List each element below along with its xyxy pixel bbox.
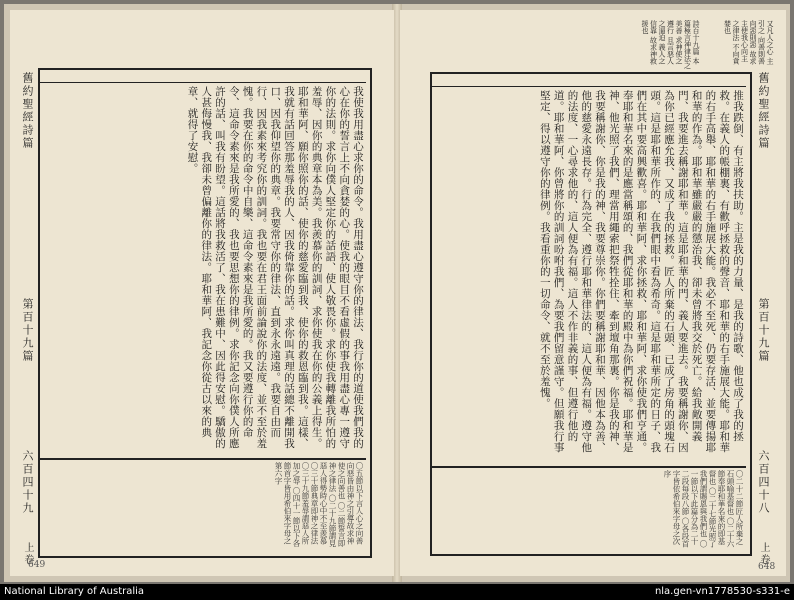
right-corner-page-number: 648 <box>758 562 776 572</box>
right-volume-mark: 上卷 <box>758 542 769 566</box>
left-chapter-number: 第百十九篇 <box>21 298 34 363</box>
left-folio: 六百四十九 <box>21 450 34 515</box>
left-page <box>10 10 394 576</box>
left-body-text: 我使我用盡心求你的命令。我用盡心遵守你的律法、我行你的道使我們我的心在你的誓言上不向貪婪的心。使我的眼目不看虛假的事我用盡心專一遵守你的法則。求你向僕人堅定你的話語、使人敬畏你。求你使我轉離我所怕的羞辱、因你的典章本為美。我羨慕你的訓詞、求你使我在你的公義上得生。耶和華阿、願你照你的話、使你的慈愛臨到我、使你的救恩臨到我。這樣、我就有話回答那羞辱我的人、因我倚靠你的話。求你叫真理的話總不離開我口、因我仰望你的典章。我要常守你的律法、直到永永遠遠。我要自由而行、因我素來考究你的訓詞。我也要在君王面前論說你的法度、並不至於羞愧。我要在你的命令中自樂、這命令素來是我所愛的。我又要遵行你的命令、這命令素來是我所愛的、我也要思想你的律例。求你記念向你僕人所應許的話、叫我有盼望。這話將我救活了、我在患難中、因此得安慰。驕傲的人甚侮慢我、我卻未曾偏離你的律法。耶和華阿、我記念你從古以來的典章、就得了安慰。 <box>186 86 364 449</box>
left-volume-mark: 上卷 <box>22 542 33 566</box>
right-chapter-number: 第百十九篇 <box>757 298 770 363</box>
right-footnote-rule <box>432 466 746 468</box>
left-top-notes: 又凡人之心 主引之 向善則善 向惡則惡 故求主使我心向主 之律法 不向貪婪也 <box>723 20 774 65</box>
library-name: National Library of Australia <box>4 586 145 597</box>
left-corner-page-number: 649 <box>28 560 46 570</box>
left-footnote-rule <box>40 458 366 460</box>
right-page <box>400 10 786 576</box>
library-caption-bar <box>0 584 794 600</box>
right-top-notes: 詩百十九篇 本篇極言神律法之美善 求神使之遵行 且言惡人之逼迫 義人之信靠 故求神救援也 <box>641 20 700 69</box>
left-footnotes: 〇五節以下言人心之向善向惡皆由神之引導故求神使之向善也 〇二節誓言即神之律法 〇二十九節謂見惡人得勢時心中不至羨慕 〇三十節典章即神之律法 〇三十九節羞辱謂惡人所加之辱 〇四十一節以下各節首字皆用希伯來字母之第六字 <box>274 462 364 547</box>
right-body-text: 推我跌倒、有主將我扶助。主是我的力量、是我的詩歌、他也成了我的拯救。在義人的帳棚裏、有歡呼拯救的聲音、耶和華的右手施展大能。耶和華的右手高舉、耶和華的右手施展大能。我必不至死、仍要存活、並要傳揚耶和華的作為。耶和華雖嚴嚴的懲治我、卻未曾將我交於死亡。給我敞開義門、我要進去稱謝耶和華。這是耶和華的門、義人要進去。我要稱謝你、因為你已經應允我、又成了我的拯救。匠人所棄的石頭、已成了房角的頭塊石頭。這是耶和華所作的、在我們眼中看為希奇。這是耶和華所定的日子、我們在其中要高興歡喜。耶和華阿、求你拯救、耶和華阿、求你使我們亨通。奉耶和華名來的是應當稱頌的、我們從耶和華的殿中為你們祝福。耶和華是神、他光照了我們、理當用繩索把祭牲拴住、牽到壇角那裏。你是我的神、我要稱謝你、你是我的神、我要尊崇你。你們要稱謝耶和華、因他本為善、他的慈愛永遠長存。行為完全、遵行耶和華律法的、這人便為有福。遵守他的法度、一心尋求他的、這人便為有福。這人不作非義的事、但遵行他的道。耶和華阿、你曾將你的訓詞吩咐我們、為要我們留意謹守。但願我行事堅定、得以遵守你的律例。我看重你的一切命令、就不至於羞愧。 <box>538 90 744 453</box>
left-header-rule <box>40 82 366 83</box>
item-identifier: nla.gen-vn1778530-s331-e <box>654 586 790 597</box>
right-header-rule <box>432 86 746 87</box>
right-footnotes: 〇二十二節匠人所棄之石頭喻基督也 〇二十六節奉耶和華名來的即基督也 〇二十七節光照了我們謂賜恩與我們也 〇一節以下此篇分為二十二段每段八節 〇各段首字皆依希伯來字母之次序 <box>663 470 744 548</box>
right-folio: 六百四十八 <box>757 450 770 515</box>
right-running-head: 舊約聖經詩篇 <box>757 72 770 150</box>
left-running-head: 舊約聖經詩篇 <box>21 72 34 150</box>
book-spread <box>4 4 790 582</box>
